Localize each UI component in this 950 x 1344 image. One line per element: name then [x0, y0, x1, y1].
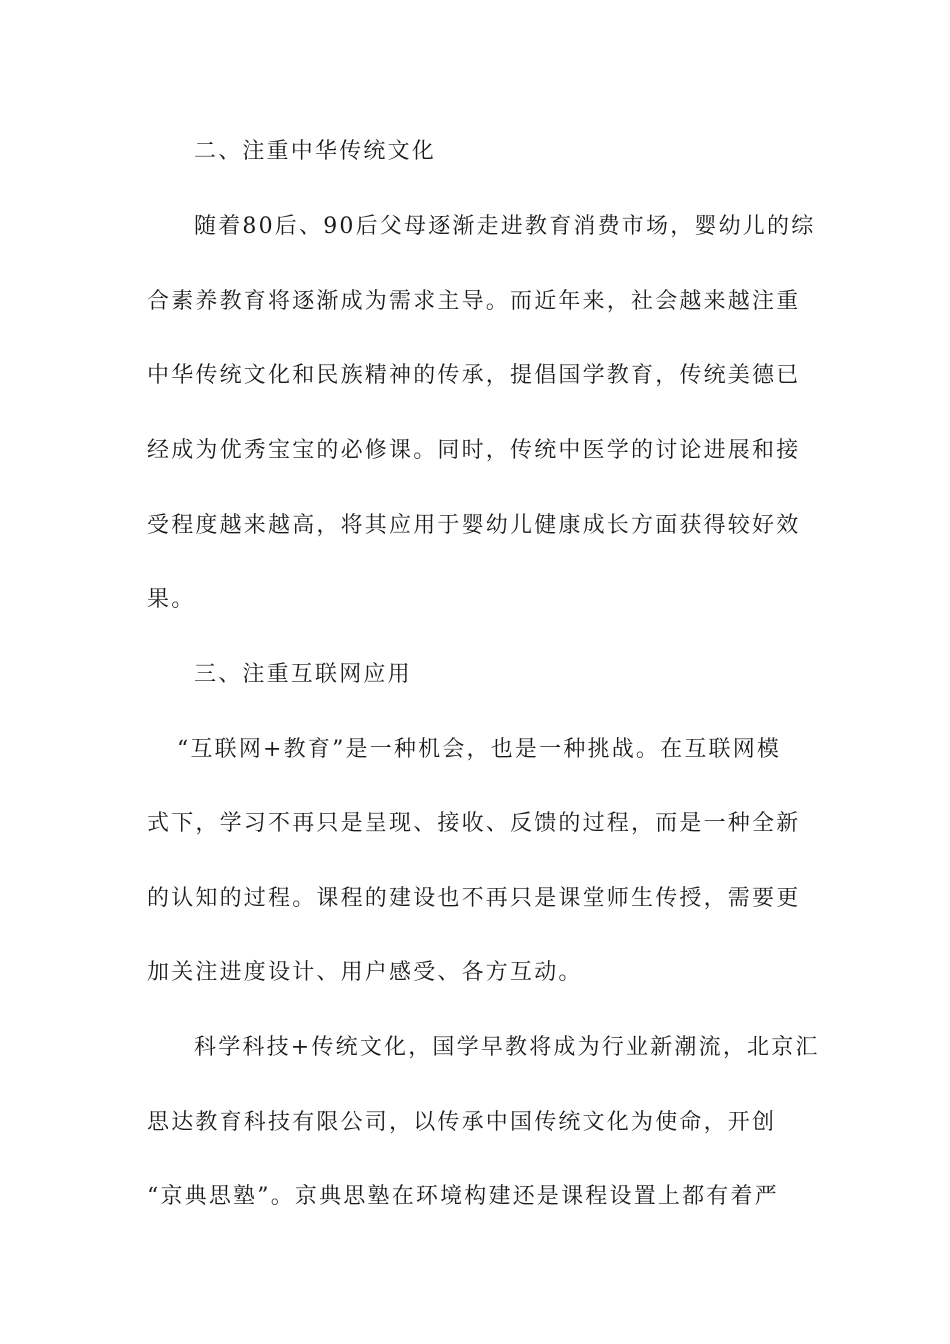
paragraph-line: 科学科技+传统文化，国学早教将成为行业新潮流，北京汇: [194, 1035, 820, 1060]
paragraph-line: “互联网+教育”是一种机会，也是一种挑战。在互联网模: [177, 737, 782, 762]
paragraph-line: 随着80后、90后父母逐渐走进教育消费市场，婴幼儿的综: [194, 214, 816, 239]
paragraph-line: 经成为优秀宝宝的必修课。同时，传统中医学的讨论进展和接: [147, 438, 801, 463]
section-heading-2: 二、注重中华传统文化: [194, 139, 437, 164]
paragraph-line: 合素养教育将逐渐成为需求主导。而近年来，社会越来越注重: [147, 289, 801, 314]
paragraph-line: “京典思塾”。京典思塾在环境构建还是课程设置上都有着严: [147, 1184, 779, 1209]
paragraph-line: 中华传统文化和民族精神的传承，提倡国学教育，传统美德已: [147, 363, 801, 388]
paragraph-line: 思达教育科技有限公司，以传承中国传统文化为使命，开创: [147, 1110, 777, 1135]
paragraph-line: 果。: [147, 587, 196, 612]
paragraph-line: 加关注进度设计、用户感受、各方互动。: [147, 960, 583, 985]
section-heading-3: 三、注重互联网应用: [194, 662, 412, 687]
paragraph-line: 的认知的过程。课程的建设也不再只是课堂师生传授，需要更: [147, 886, 801, 911]
paragraph-line: 受程度越来越高，将其应用于婴幼儿健康成长方面获得较好效: [147, 513, 801, 538]
paragraph-line: 式下，学习不再只是呈现、接收、反馈的过程，而是一种全新: [147, 811, 801, 836]
